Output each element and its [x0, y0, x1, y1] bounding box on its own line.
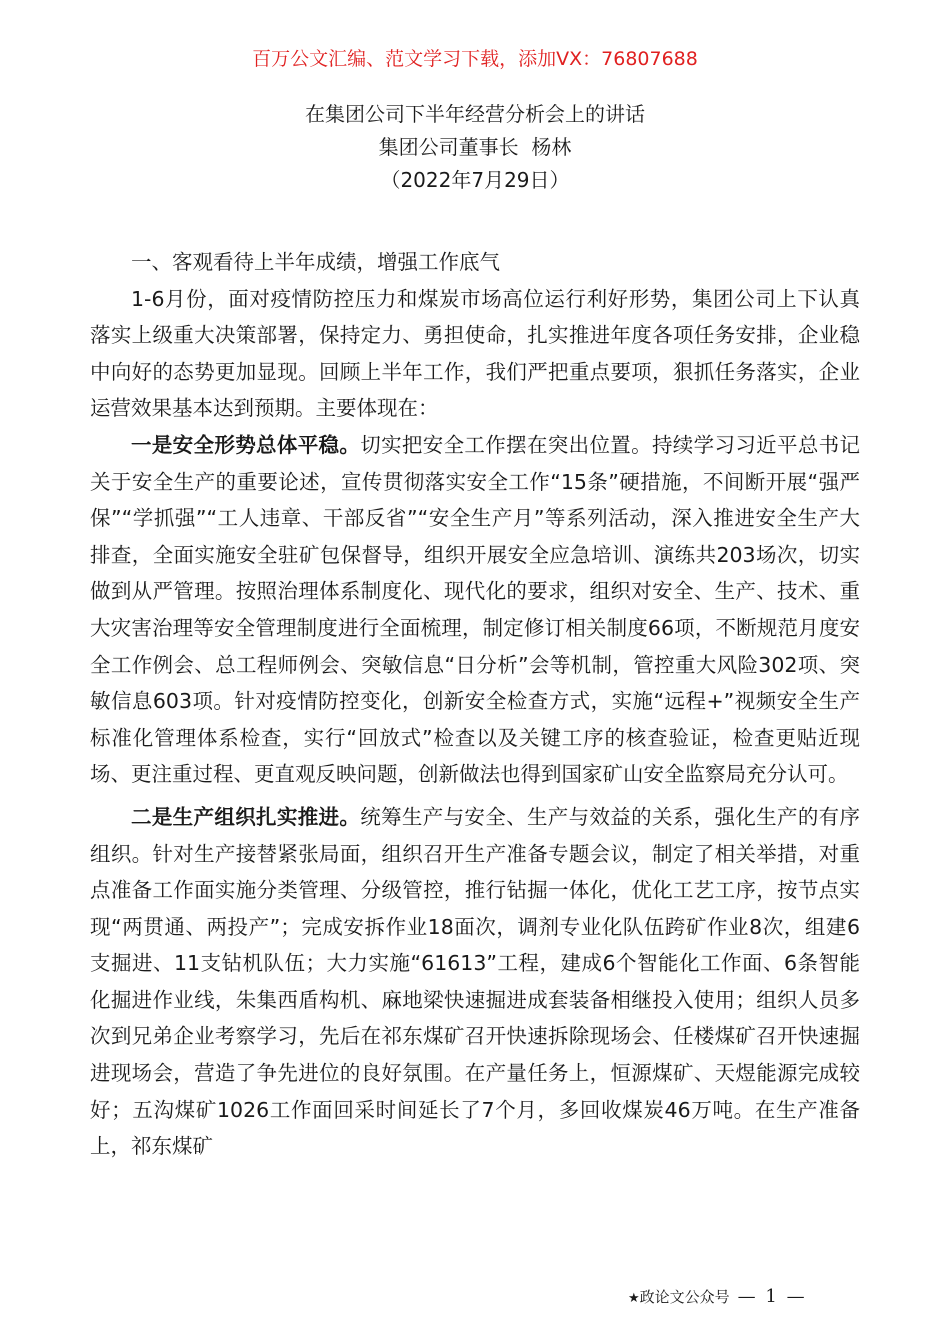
- section-heading: 一、客观看待上半年成绩，增强工作底气: [131, 250, 500, 274]
- point-1-paragraph: [90, 427, 860, 793]
- speech-date: （2022年7月29日）: [380, 168, 570, 192]
- title-block: [0, 98, 950, 197]
- speech-author: 集团公司董事长 杨林: [378, 135, 572, 159]
- point-1-lead: 一是安全形势总体平稳。: [131, 432, 361, 457]
- speech-body: [90, 244, 860, 1165]
- footer-source: 政论文公众号: [639, 1288, 730, 1306]
- speech-title: 在集团公司下半年经营分析会上的讲话: [305, 102, 645, 126]
- point-2-lead: 二是生产组织扎实推进。: [131, 804, 361, 829]
- point-2-paragraph: [90, 799, 860, 1165]
- intro-paragraph: 1-6月份，面对疫情防控压力和煤炭市场高位运行利好形势，集团公司上下认真落实上级重大决策部署，保持定力、勇担使命，扎实推进年度各项任务安排，企业稳中向好的态势更加显现。回顾上半年工作，我们严把重点要项，狠抓任务落实，企业运营效果基本达到预期。主要体现在：: [90, 286, 860, 421]
- star-icon: ★: [628, 1291, 640, 1306]
- point-2-text: 统筹生产与安全、生产与效益的关系，强化生产的有序组织。针对生产接替紧张局面，组织召开生产准备专题会议，制定了相关举措，对重点准备工作面实施分类管理、分级管控，推行钻掘一体化，优化工艺工序，按节点实现“两贯通、两投产”；完成安拆作业18面次，调剂专业化队伍跨矿作业8次，组建6支掘进、11支钻机队伍；大力实施“61613”工程，建成6个智能化工作面、6条智能化掘进作业线，朱集西盾构机、麻地梁快速掘进成套装备相继投入使用；组织人员多次到兄弟企业考察学习，先后在祁东煤矿召开快速拆除现场会、任楼煤矿召开快速掘进现场会，营造了争先进位的良好氛围。在产量任务上，恒源煤矿、天煜能源完成较好；五沟煤矿1026工作面回采时间延长了7个月，多回收煤炭46万吨。在生产准备上，祁东煤矿: [90, 804, 861, 1159]
- page-number: — 1 —: [737, 1286, 807, 1307]
- promo-banner: 百万公文汇编、范文学习下载，添加VX：76807688: [252, 48, 698, 70]
- page-footer: [628, 1286, 807, 1310]
- point-1-text: 切实把安全工作摆在突出位置。持续学习习近平总书记关于安全生产的重要论述，宣传贯彻落实安全工作“15条”硬措施，不间断开展“强严保”“学抓强”“工人违章、干部反省”“安全生产月”等系列活动，深入推进安全生产大排查，全面实施安全驻矿包保督导，组织开展安全应急培训、演练共203场次，切实做到从严管理。按照治理体系制度化、现代化的要求，组织对安全、生产、技术、重大灾害治理等安全管理制度进行全面梳理，制定修订相关制度66项，不断规范月度安全工作例会、总工程师例会、突敏信息“日分析”会等机制，管控重大风险302项、突敏信息603项。针对疫情防控变化，创新安全检查方式，实施“远程+”视频安全生产标准化管理体系检查，实行“回放式”检查以及关键工序的核查验证，检查更贴近现场、更注重过程、更直观反映问题，创新做法也得到国家矿山安全监察局充分认可。: [90, 432, 861, 787]
